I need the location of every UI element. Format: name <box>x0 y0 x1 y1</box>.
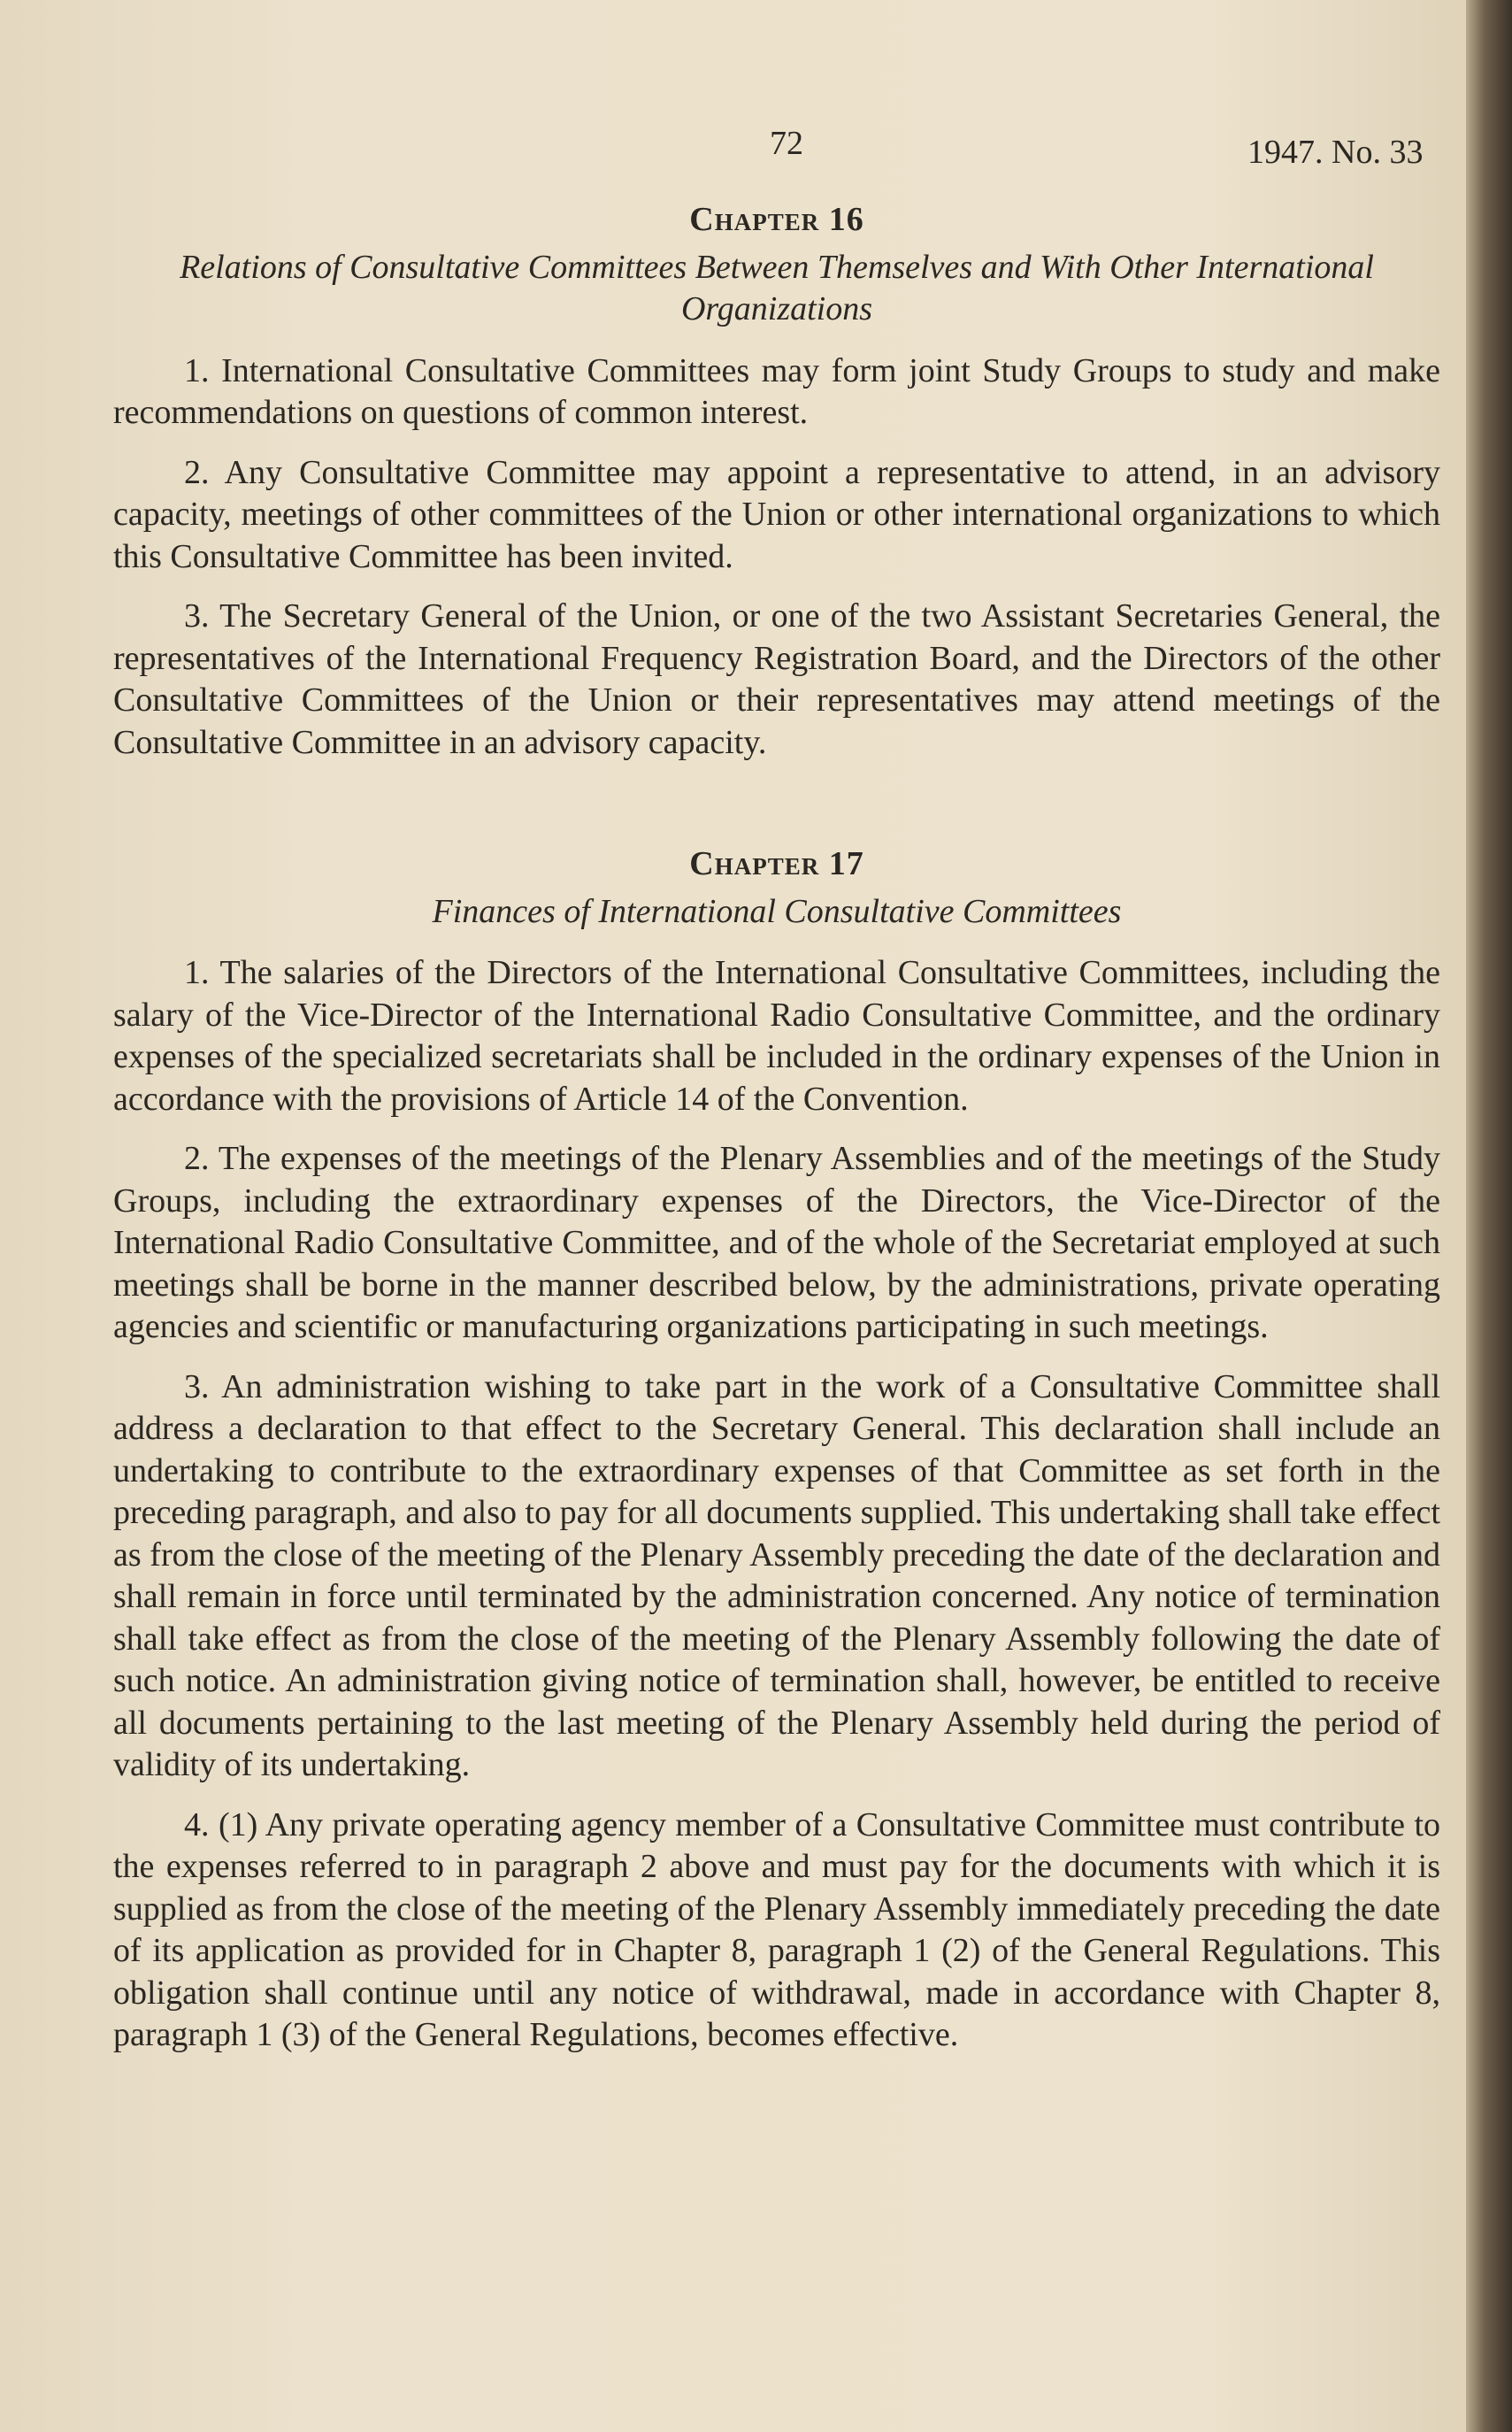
running-head: 1947. No. 33 <box>1247 134 1424 171</box>
chapter-17 <box>113 843 1440 2057</box>
chapter-17-paragraph-4: 4. (1) Any private operating agency member of a Consultative Committee must contribute to the expenses referred to in paragraph 2 above and must pay for the documents with which it is supplied as from the close of the meeting of the Plenary Assembly immediately preceding the date of its application as provided for in Chapter 8, paragraph 1 (2) of the General Regulations. This obligation shall continue until any notice of withdrawal, made in accordance with Chapter 8, paragraph 1 (3) of the General Regulations, becomes effective. <box>113 1805 1440 2053</box>
chapter-gap <box>113 781 1440 843</box>
chapter-17-paragraph-2: 2. The expenses of the meetings of the Plenary Assemblies and of the meetings of the Study Groups, including the extraordinary expenses of the Directors, the Vice-Director of the International Radio Consultative Committee, and of the whole of the Secretariat employed at such meetings shall be borne in the manner described below, by the administrations, private operating agencies and scientific or manufacturing organizations participating in such meetings. <box>113 1140 1440 1345</box>
chapter-16-paragraph-2: 2. Any Consultative Committee may appoint a representative to attend, in an advisory capacity, meetings of other committees of the Union or other international organizations to which this Consultative Committee has been invited. <box>113 453 1440 575</box>
chapter-17-subtitle: Finances of International Consultative Committees <box>432 892 1122 930</box>
chapter-16-paragraph-3: 3. The Secretary General of the Union, or one of the two Assistant Secretaries General, the representatives of the International Frequency Registration Board, and the Directors of the other Consultative Committees of the Union or their representatives may attend meetings of the Consultative Committee in an advisory capacity. <box>113 597 1440 761</box>
chapter-16-paragraph-1: 1. International Consultative Committees may form joint Study Groups to study and make recommendations on questions of common interest. <box>113 351 1440 431</box>
page-body <box>113 199 1440 2074</box>
chapter-17-paragraph-1: 1. The salaries of the Directors of the International Consultative Committees, including the salary of the Vice-Director of the International Radio Consultative Committee, and the ordinary expenses of the specialized secretariats shall be included in the ordinary expenses of the Union in accordance with the provisions of Article 14 of the Convention. <box>113 954 1440 1118</box>
chapter-17-title: Chapter 17 <box>689 845 864 882</box>
page-header <box>0 124 1460 177</box>
book-binding-edge <box>1466 0 1512 2432</box>
page-number: 72 <box>770 125 803 162</box>
chapter-16-subtitle: Relations of Consultative Committees Between Themselves and With Other International Organizations <box>180 248 1374 327</box>
chapter-17-paragraph-3: 3. An administration wishing to take part in the work of a Consultative Committee shall address a declaration to that effect to the Secretary General. This declaration shall include an undertaking to contribute to the extraordinary expenses of that Committee as set forth in the preceding paragraph, and also to pay for all documents supplied. This undertaking shall take effect as from the close of the meeting of the Plenary Assembly preceding the date of the declaration and shall remain in force until terminated by the administration concerned. Any notice of termination shall take effect as from the close of the meeting of the Plenary Assembly following the date of such notice. An administration giving notice of termination shall, however, be entitled to receive all documents pertaining to the last meeting of the Plenary Assembly held during the period of validity of its undertaking. <box>113 1367 1440 1783</box>
chapter-16 <box>113 199 1440 764</box>
chapter-16-title: Chapter 16 <box>689 201 864 238</box>
